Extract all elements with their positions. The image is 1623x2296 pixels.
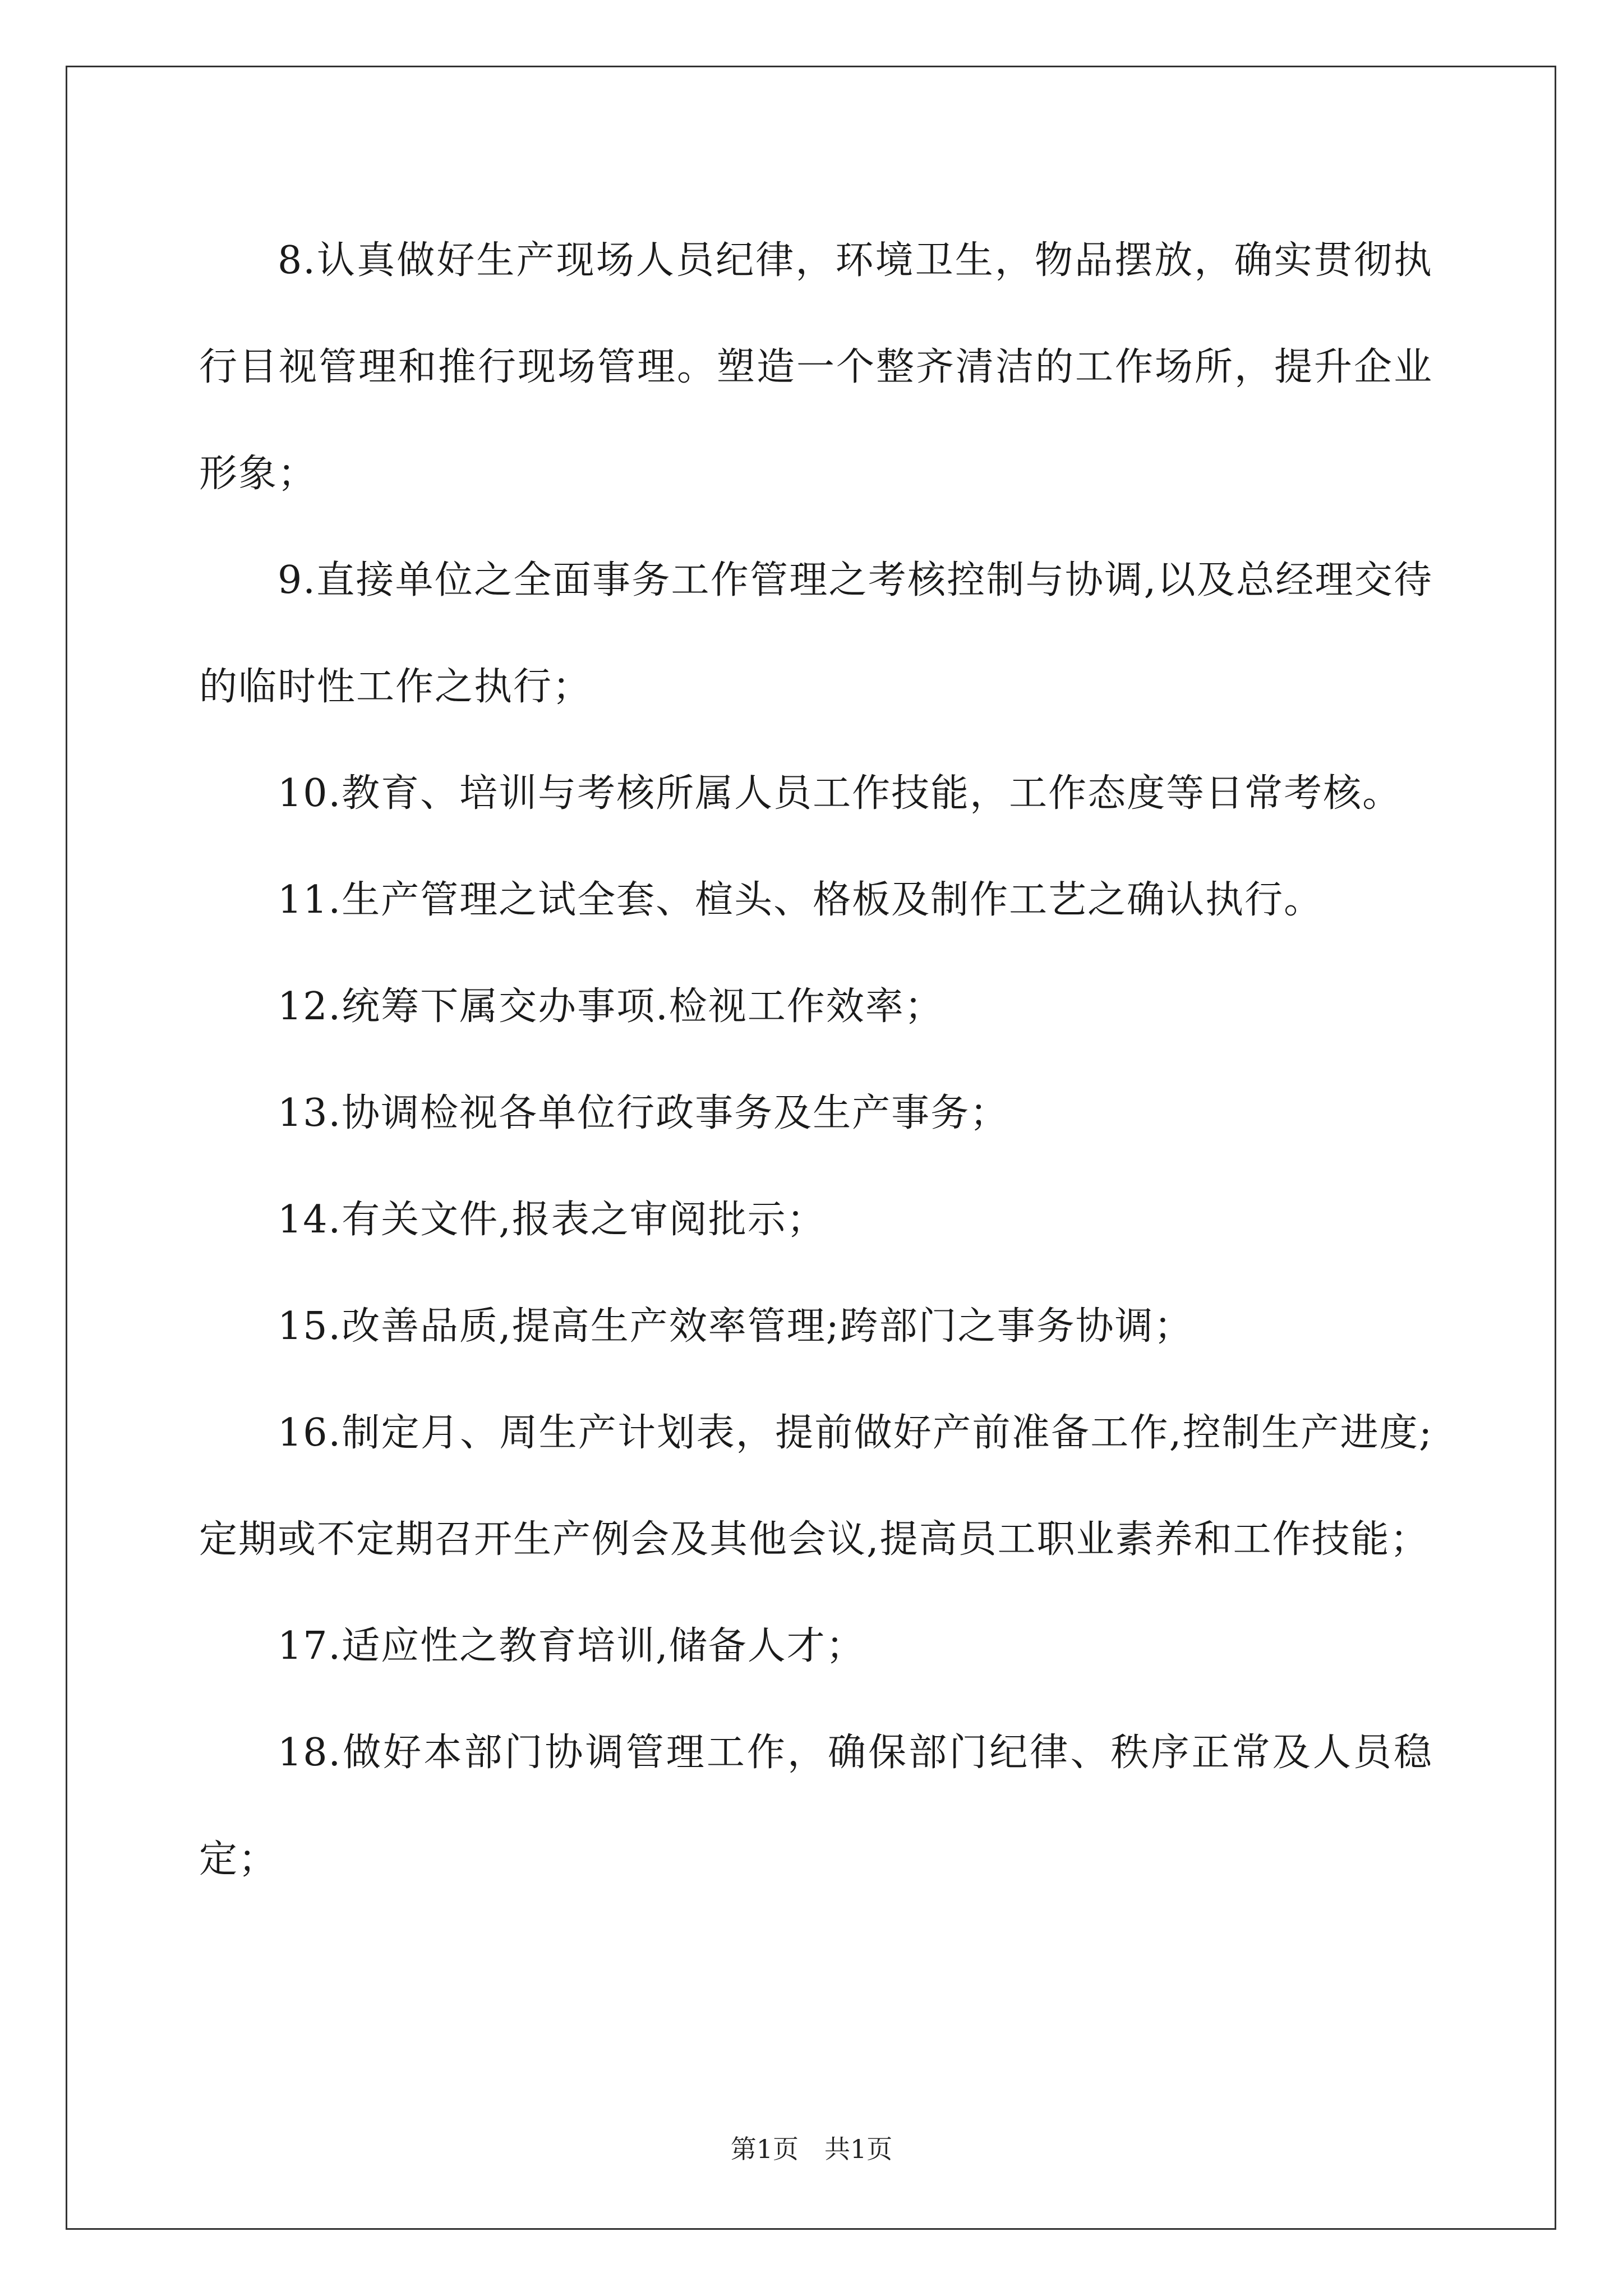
paragraph-item-8: 8.认真做好生产现场人员纪律，环境卫生，物品摆放，确实贯彻执行目视管理和推行现场管理。塑造一个整齐清洁的工作场所，提升企业形象； — [199, 238, 1433, 496]
paragraph-item-9: 9.直接单位之全面事务工作管理之考核控制与协调,以及总经理交待的临时性工作之执行； — [199, 558, 1433, 709]
paragraph-item-13: 13.协调检视各单位行政事务及生产事务； — [278, 1091, 1009, 1135]
paragraph-item-15: 15.改善品质,提高生产效率管理;跨部门之事务协调； — [278, 1304, 1193, 1349]
page-number-footer: 第1页 共1页 — [730, 2134, 893, 2164]
document-body — [199, 208, 1433, 1913]
paragraph-item-12: 12.统筹下属交办事项.检视工作效率； — [278, 984, 944, 1029]
paragraph-item-10: 10.教育、培训与考核所属人员工作技能，工作态度等日常考核。 — [278, 771, 1402, 816]
paragraph-item-17: 17.适应性之教育培训,储备人才； — [278, 1624, 865, 1668]
paragraph-item-16: 16.制定月、周生产计划表，提前做好产前准备工作,控制生产进度;定期或不定期召开生产例会及其他会议,提高员工职业素养和工作技能； — [199, 1411, 1433, 1562]
paragraph-item-11: 11.生产管理之试全套、楦头、格板及制作工艺之确认执行。 — [278, 878, 1324, 922]
paragraph-item-18: 18.做好本部门协调管理工作，确保部门纪律、秩序正常及人员稳定； — [199, 1731, 1433, 1881]
paragraph-item-14: 14.有关文件,报表之审阅批示； — [278, 1198, 826, 1242]
